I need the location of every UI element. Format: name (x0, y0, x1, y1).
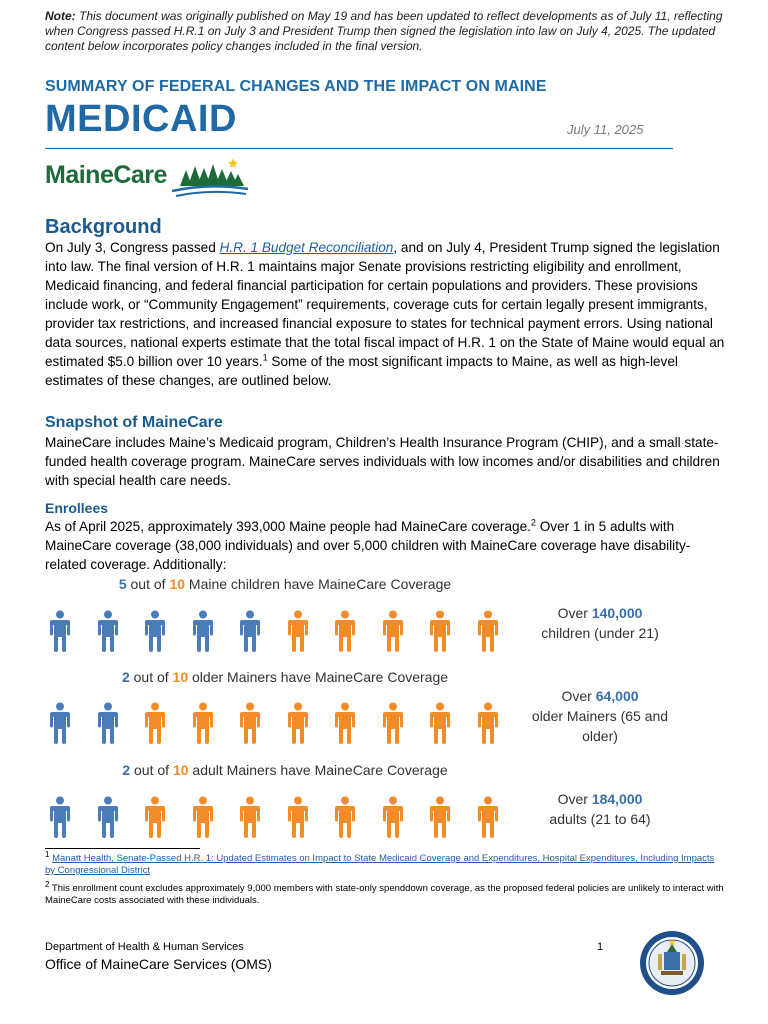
page-number: 1 (597, 941, 604, 953)
older-stat-label: older Mainers (65 and older) (531, 708, 669, 744)
adult-row-title (45, 762, 525, 778)
footnote-ref-1[interactable]: 1 (262, 352, 268, 363)
person-not-covered-icon (284, 796, 312, 838)
footnote-ref-2[interactable]: 2 (530, 517, 536, 528)
person-not-covered-icon (379, 610, 407, 652)
children-total: 10 (169, 576, 186, 592)
person-covered-icon (46, 610, 74, 652)
person-not-covered-icon (474, 610, 502, 652)
person-covered-icon (94, 796, 122, 838)
person-not-covered-icon (426, 702, 454, 744)
children-stat-number: 140,000 (591, 605, 643, 621)
person-covered-icon (46, 702, 74, 744)
older-people-row (45, 702, 525, 748)
children-stat-prefix: Over (557, 605, 592, 621)
children-stat (520, 603, 680, 643)
note-text: This document was originally published on May 19 and has been updated to reflect developments as of July 11, reflecting when Congress passed H.R.1 on July 3 and President Trump then signed the legislation into law on July 4, 2025. The updated content below incorporates policy changes included in the final version. (45, 9, 723, 53)
background-text-start: On July 3, Congress passed (45, 240, 220, 255)
older-count: 2 (121, 669, 130, 685)
person-not-covered-icon (474, 796, 502, 838)
person-not-covered-icon (141, 702, 169, 744)
older-stat (530, 686, 670, 746)
children-people-row (45, 610, 525, 656)
children-stat-label: children (under 21) (541, 625, 659, 641)
person-covered-icon (94, 702, 122, 744)
adult-people-row (45, 796, 525, 842)
dhhs-seal-icon (639, 930, 705, 996)
pine-trees-icon (170, 156, 250, 202)
person-not-covered-icon (379, 702, 407, 744)
adult-stat-prefix: Over (557, 791, 592, 807)
logo-text: MaineCare (45, 161, 167, 189)
older-out-of: out of (129, 669, 173, 685)
enrollees-heading: Enrollees (45, 500, 109, 516)
older-row-title (45, 669, 525, 685)
mainecare-logo (45, 156, 255, 202)
person-covered-icon (189, 610, 217, 652)
adult-stat-number: 184,000 (591, 791, 643, 807)
update-note (45, 9, 725, 54)
footnote-1 (45, 849, 725, 877)
person-not-covered-icon (236, 796, 264, 838)
note-label: Note: (45, 9, 76, 23)
person-covered-icon (141, 610, 169, 652)
children-row-title (45, 576, 525, 592)
background-paragraph (45, 238, 725, 390)
background-text-middle: , and on July 4, President Trump signed the legislation into law. The final version of H.R. 1 maintains major Senate provisions restricting eligibility and enrollment, Medicaid financing, and federal financial participation for certain populations and providers. These provisions include work, or “Community Engagement” requirements, coverage cuts for certain legally present immigrants, provider tax restrictions, and increased financial exposure to states for technical payment errors. Using national data sources, national experts estimate that the total fiscal impact of H.R. 1 on the State of Maine would equal an estimated $5.0 billion over 10 years. (45, 240, 725, 369)
hr1-link[interactable]: H.R. 1 Budget Reconciliation (219, 240, 394, 255)
adult-count: 2 (122, 762, 131, 778)
footnote-2-number: 2 (45, 879, 50, 889)
person-not-covered-icon (426, 610, 454, 652)
older-total: 10 (172, 669, 189, 685)
footnote-2 (45, 879, 725, 907)
snapshot-heading: Snapshot of MaineCare (45, 414, 223, 431)
person-not-covered-icon (331, 796, 359, 838)
person-not-covered-icon (189, 796, 217, 838)
older-stat-number: 64,000 (595, 688, 639, 704)
document-subtitle: SUMMARY OF FEDERAL CHANGES AND THE IMPACT ON MAINE (45, 78, 547, 95)
document-date: July 11, 2025 (567, 122, 644, 137)
children-count: 5 (118, 576, 127, 592)
background-text-end: Some of the most significant impacts to Maine, as well as high-level estimates of these changes, are outlined below. (45, 354, 678, 388)
person-not-covered-icon (474, 702, 502, 744)
person-not-covered-icon (379, 796, 407, 838)
person-not-covered-icon (426, 796, 454, 838)
adult-total: 10 (172, 762, 189, 778)
adult-stat (520, 789, 680, 829)
person-not-covered-icon (236, 702, 264, 744)
enrollees-text-b: Over 1 in 5 adults with MaineCare coverage (38,000 individuals) and over 5,000 children with MaineCare coverage have disability-related coverage. Additionally: (45, 519, 691, 572)
snapshot-paragraph: MaineCare includes Maine’s Medicaid program, Children’s Health Insurance Program (CHIP), and a small state-funded health coverage program. MaineCare serves individuals with low incomes and/or disabilities and children with special health care needs. (45, 435, 720, 488)
footer-department: Department of Health & Human Services (45, 941, 244, 953)
adult-out-of: out of (130, 762, 173, 778)
footnote-1-number: 1 (45, 849, 50, 859)
document-title: MEDICAID (45, 98, 237, 140)
person-not-covered-icon (284, 610, 312, 652)
background-heading: Background (45, 216, 162, 238)
children-out-of: out of (126, 576, 170, 592)
footer-office: Office of MaineCare Services (OMS) (45, 956, 272, 972)
children-label: Maine children have MaineCare Coverage (185, 576, 452, 592)
footnote-divider (45, 848, 200, 849)
person-not-covered-icon (331, 610, 359, 652)
older-label: older Mainers have MaineCare Coverage (188, 669, 449, 685)
adult-stat-label: adults (21 to 64) (549, 811, 651, 827)
footnote-2-text: This enrollment count excludes approximately 9,000 members with state-only spenddown coverage, as the proposed federal policies are unlikely to interact with MaineCare costs associated with these individuals. (45, 883, 724, 906)
person-covered-icon (46, 796, 74, 838)
person-not-covered-icon (284, 702, 312, 744)
person-not-covered-icon (189, 702, 217, 744)
enrollees-paragraph (45, 517, 725, 574)
footnote-1-link[interactable]: Manatt Health, Senate-Passed H.R. 1: Updated Estimates on Impact to State Medicaid Coverage and Expenditures, Hospital Expenditures, Including Impacts by Congressional District (45, 853, 715, 876)
person-covered-icon (236, 610, 264, 652)
person-not-covered-icon (331, 702, 359, 744)
enrollees-text-a: As of April 2025, approximately 393,000 Maine people had MaineCare coverage. (45, 519, 531, 534)
older-stat-prefix: Over (561, 688, 596, 704)
adult-label: adult Mainers have MaineCare Coverage (188, 762, 448, 778)
header-divider (45, 148, 673, 149)
person-covered-icon (94, 610, 122, 652)
person-not-covered-icon (141, 796, 169, 838)
